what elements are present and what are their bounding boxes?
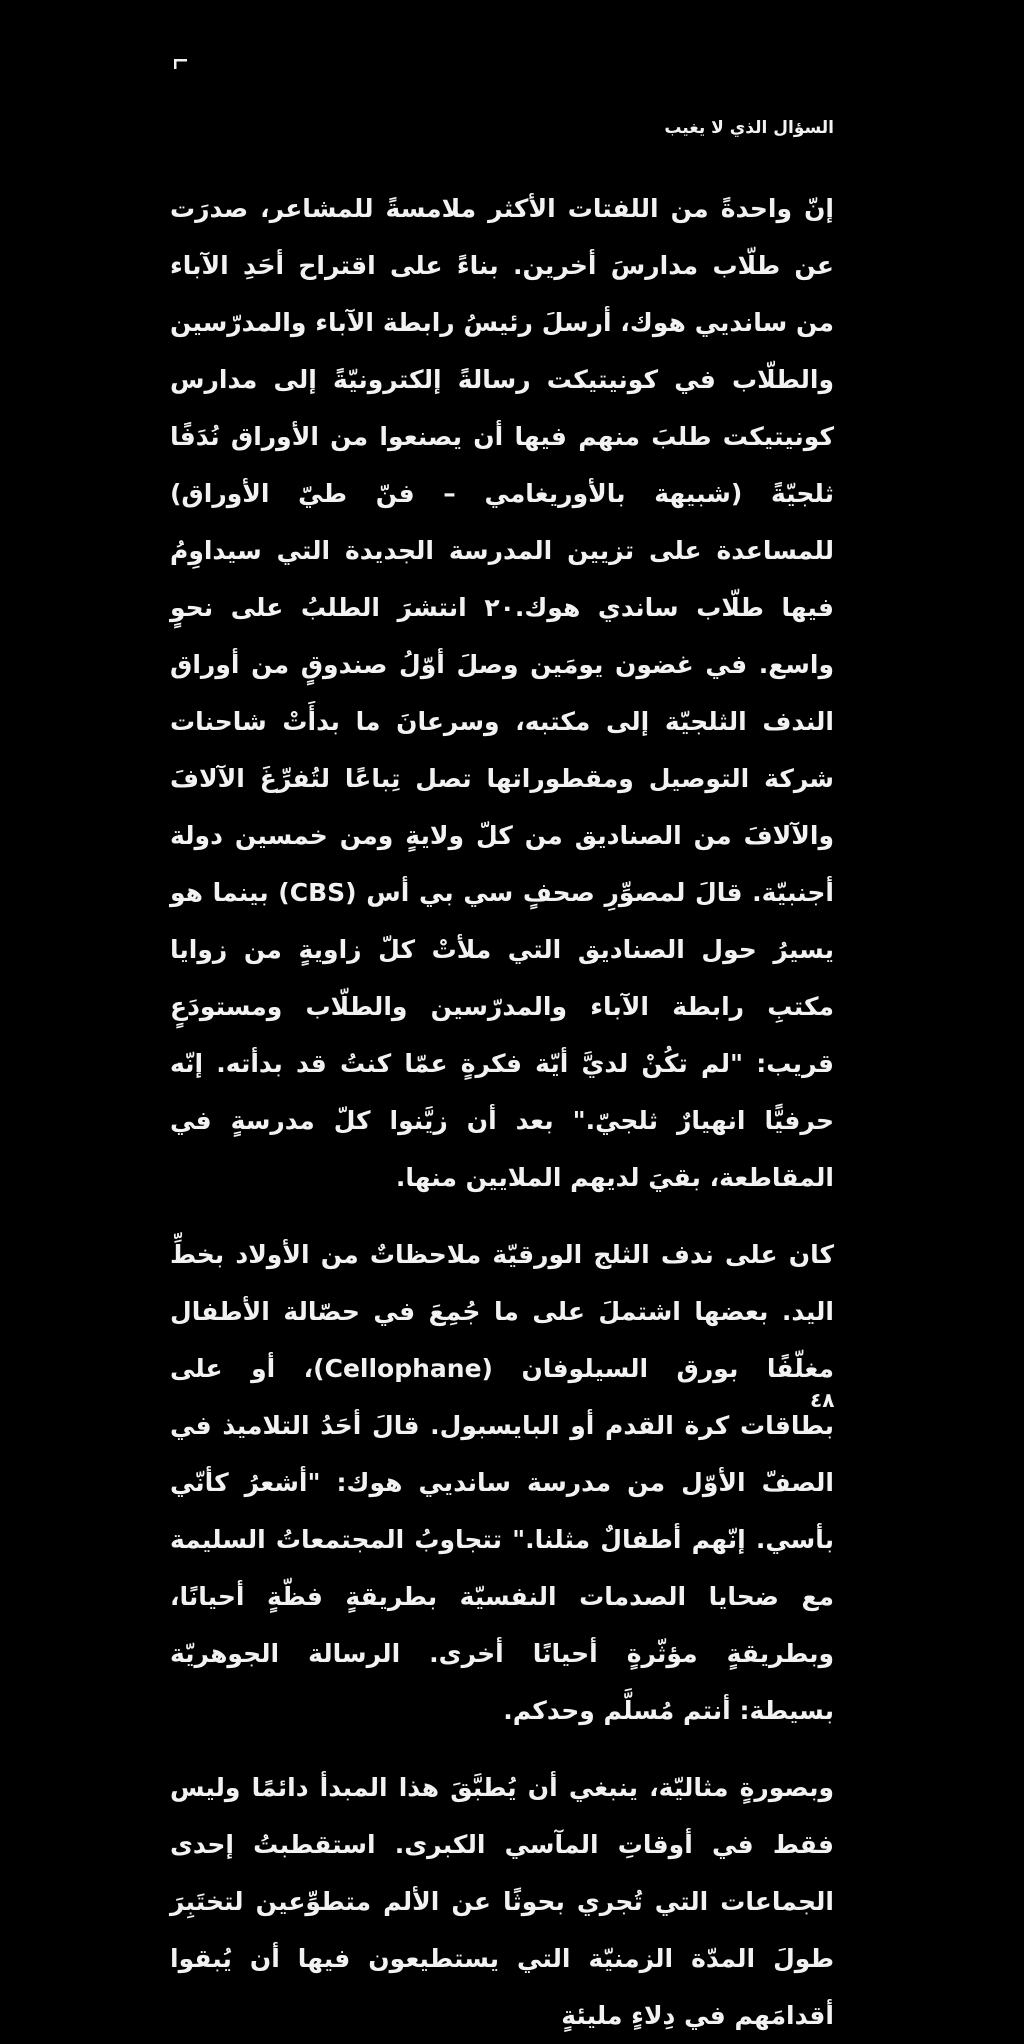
- section-heading: السؤال الذي لا يغيب: [664, 118, 834, 138]
- paragraph-3: وبصورةٍ مثاليّة، ينبغي أن يُطبَّقَ هذا المبدأ دائمًا وليس فقط في أوقاتِ المآسي الكبرى. استقطبتُ إحدى الجماعات التي تُجري بحوثًا عن الألم متطوِّعين لتختَبِرَ طولَ المدّة الزمنيّة التي يستطيعون فيها أن يُبقوا أقدامَهم في دِلاءٍ مليئةٍ: [170, 1773, 834, 2030]
- corner-mark-icon: [172, 58, 188, 70]
- page-number: ٤٨: [810, 1388, 835, 1412]
- paragraph-1: إنّ واحدةً من اللفتات الأكثر ملامسةً للمشاعر، صدرَت عن طلّاب مدارسَ أخرين. بناءً على اقتراح أحَدِ الآباء من سانديي هوك، أرسلَ رئيسُ رابطة الآباء والمدرّسين والطلّاب في كونيتيكت رسالةً إلكترونيّةً إلى مدارس كونيتيكت طلبَ منهم فيها أن يصنعوا من الأوراق نُدَفًا ثلجيّةً (شبيهة بالأوريغامي – فنّ طيّ الأوراق) للمساعدة على تزيين المدرسة الجديدة التي سيداوِمُ فيها طلّاب ساندي هوك.٢٠ انتشرَ الطلبُ على نحوٍ واسع. في غضون يومَين وصلَ أوّلُ صندوقٍ من أوراق الندف الثلجيّة إلى مكتبه، وسرعانَ ما بدأَتْ شاحنات شركة التوصيل ومقطوراتها تصل تِباعًا لتُفرِّغَ الآلافَ والآلافَ من الصناديق من كلّ ولايةٍ ومن خمسين دولة أجنبيّة. قالَ لمصوِّرِ صحفٍ سي بي أس (CBS) بينما هو يسيرُ حول الصناديق التي ملأتْ كلّ زاويةٍ من زوايا مكتبِ رابطة الآباء والمدرّسين والطلّاب ومستودَعٍ قريب: "لم تكُنْ لديَّ أيّة فكرةٍ عمّا كنتُ قد بدأته. إنّه حرفيًّا انهيارٌ ثلجيّ." بعد أن زيَّنوا كلّ مدرسةٍ في المقاطعة، بقيَ لديهم الملايين منها.: [170, 194, 835, 1192]
- book-page: [170, 114, 834, 2044]
- paragraph-2: كان على ندف الثلج الورقيّة ملاحظاتٌ من الأولاد بخطِّ اليد. بعضها اشتملَ على ما جُمِعَ في حصّالة الأطفال مغلّفًا بورق السيلوفان (Cellophane)، أو على بطاقات كرة القدم أو البايسبول. قالَ أحَدُ التلاميذ في الصفّ الأوّل من مدرسة سانديي هوك: "أشعرُ كأنّي بأسي. إنّهم أطفالٌ مثلنا." تتجاوبُ المجتمعاتُ السليمة مع ضحايا الصدمات النفسيّة بطريقةٍ فظّةٍ أحيانًا، وبطريقةٍ مؤثّرةٍ أحيانًا أخرى. الرسالة الجوهريّة بسيطة: أنتم مُسلَّم وحدكم.: [170, 1240, 835, 1725]
